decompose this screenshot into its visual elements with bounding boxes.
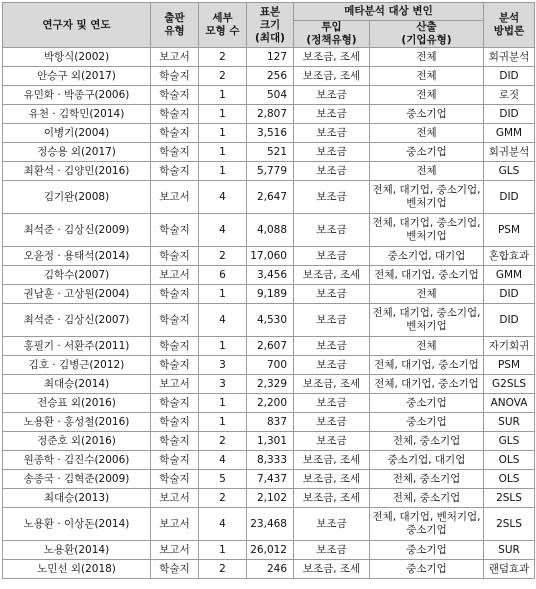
author-cell: 전승표 외(2016) (3, 394, 151, 413)
input-cell: 보조금 (294, 432, 370, 451)
output-cell (370, 214, 484, 247)
output-cell (370, 181, 484, 214)
author-cell: 유천 · 김학민(2014) (3, 105, 151, 124)
pub-type-cell: 보고서 (151, 508, 199, 541)
method-cell: DID (484, 285, 535, 304)
output-line: 전체 (416, 339, 437, 352)
meta-analysis-table (2, 2, 535, 579)
output-line: 전체, 대기업, 중소기업 (374, 268, 479, 281)
sample-size-cell: 2,607 (247, 337, 294, 356)
input-cell: 보조금 (294, 285, 370, 304)
output-cell (370, 266, 484, 285)
table-row (3, 304, 535, 337)
author-cell: 오윤정 · 용태석(2014) (3, 247, 151, 266)
table-row (3, 48, 535, 67)
input-cell: 보조금 (294, 337, 370, 356)
output-cell (370, 356, 484, 375)
author-cell: 노용환(2014) (3, 541, 151, 560)
sub-models-cell: 6 (199, 266, 247, 285)
sub-models-cell: 2 (199, 432, 247, 451)
author-cell: 이병기(2004) (3, 124, 151, 143)
sample-size-cell: 521 (247, 143, 294, 162)
pub-type-cell: 학술지 (151, 560, 199, 579)
sample-size-cell: 837 (247, 413, 294, 432)
input-cell: 보조금, 조세 (294, 489, 370, 508)
sample-size-cell: 2,329 (247, 375, 294, 394)
sub-models-cell: 4 (199, 214, 247, 247)
pub-type-cell: 학술지 (151, 432, 199, 451)
sample-size-cell: 2,200 (247, 394, 294, 413)
input-cell: 보조금 (294, 304, 370, 337)
input-cell: 보조금 (294, 413, 370, 432)
method-cell: DID (484, 105, 535, 124)
sample-size-cell: 1,301 (247, 432, 294, 451)
method-cell: 로짓 (484, 86, 535, 105)
method-cell: PSM (484, 356, 535, 375)
output-cell (370, 560, 484, 579)
pub-type-cell: 보고서 (151, 266, 199, 285)
sub-models-cell: 1 (199, 337, 247, 356)
method-cell: 2SLS (484, 508, 535, 541)
table-row (3, 541, 535, 560)
pub-type-cell: 학술지 (151, 451, 199, 470)
output-line: 전체 (416, 69, 437, 82)
output-line: 전체 (416, 164, 437, 177)
header-output: 산출 (기업유형) (370, 21, 484, 48)
author-cell: 노민선 외(2018) (3, 560, 151, 579)
author-cell: 최대승(2014) (3, 375, 151, 394)
sample-size-cell: 2,102 (247, 489, 294, 508)
table-row (3, 451, 535, 470)
sub-models-cell: 1 (199, 105, 247, 124)
output-cell (370, 470, 484, 489)
pub-type-cell: 학술지 (151, 285, 199, 304)
sample-size-cell: 3,456 (247, 266, 294, 285)
output-cell (370, 508, 484, 541)
output-cell (370, 247, 484, 266)
method-cell: 자기회귀 (484, 337, 535, 356)
sub-models-cell: 1 (199, 86, 247, 105)
table-row (3, 124, 535, 143)
pub-type-cell: 보고서 (151, 181, 199, 214)
sub-models-cell: 4 (199, 508, 247, 541)
method-cell: OLS (484, 470, 535, 489)
author-cell: 노용환 · 이상돈(2014) (3, 508, 151, 541)
pub-type-cell: 보고서 (151, 48, 199, 67)
output-cell (370, 432, 484, 451)
pub-type-cell: 학술지 (151, 413, 199, 432)
method-cell: GMM (484, 124, 535, 143)
author-cell: 정준호 외(2016) (3, 432, 151, 451)
method-cell: 랜덤효과 (484, 560, 535, 579)
method-cell: G2SLS (484, 375, 535, 394)
author-cell: 최환석 · 김양민(2016) (3, 162, 151, 181)
input-cell: 보조금 (294, 162, 370, 181)
input-cell: 보조금 (294, 508, 370, 541)
sub-models-cell: 1 (199, 285, 247, 304)
input-cell: 보조금 (294, 86, 370, 105)
table-row (3, 143, 535, 162)
output-line: 전체, 대기업, 중소기업 (374, 358, 479, 371)
table-row (3, 413, 535, 432)
sample-size-cell: 246 (247, 560, 294, 579)
method-cell: SUR (484, 541, 535, 560)
table-row (3, 181, 535, 214)
method-cell: SUR (484, 413, 535, 432)
pub-type-cell: 학술지 (151, 105, 199, 124)
table-row (3, 162, 535, 181)
table-row (3, 394, 535, 413)
output-line: 중소기업 (406, 396, 447, 409)
author-cell: 최대승(2013) (3, 489, 151, 508)
method-cell: GMM (484, 266, 535, 285)
sub-models-cell: 4 (199, 181, 247, 214)
output-cell (370, 124, 484, 143)
sub-models-cell: 2 (199, 67, 247, 86)
input-cell: 보조금 (294, 247, 370, 266)
sub-models-cell: 1 (199, 394, 247, 413)
input-cell: 보조금 (294, 394, 370, 413)
pub-type-cell: 학술지 (151, 470, 199, 489)
author-cell: 최석준 · 김상신(2009) (3, 214, 151, 247)
output-cell (370, 86, 484, 105)
method-cell: DID (484, 304, 535, 337)
sub-models-cell: 1 (199, 143, 247, 162)
output-line: 벤처기업 (406, 230, 447, 242)
output-line: 전체, 대기업, 중소기업, (372, 217, 481, 229)
table-row (3, 285, 535, 304)
input-cell: 보조금 (294, 214, 370, 247)
output-line: 중소기업, 대기업 (387, 249, 466, 262)
pub-type-cell: 학술지 (151, 143, 199, 162)
sub-models-cell: 2 (199, 489, 247, 508)
author-cell: 김호 · 김병근(2012) (3, 356, 151, 375)
output-cell (370, 143, 484, 162)
output-line: 중소기업 (406, 562, 447, 575)
input-cell: 보조금 (294, 356, 370, 375)
pub-type-cell: 학술지 (151, 214, 199, 247)
input-cell: 보조금 (294, 105, 370, 124)
method-cell: 회귀분석 (484, 48, 535, 67)
input-cell: 보조금, 조세 (294, 451, 370, 470)
sample-size-cell: 2,807 (247, 105, 294, 124)
table-row (3, 86, 535, 105)
author-cell: 김기완(2008) (3, 181, 151, 214)
author-cell: 노용환 · 홍성철(2016) (3, 413, 151, 432)
author-cell: 김학수(2007) (3, 266, 151, 285)
sample-size-cell: 256 (247, 67, 294, 86)
output-cell (370, 162, 484, 181)
sub-models-cell: 4 (199, 304, 247, 337)
pub-type-cell: 학술지 (151, 162, 199, 181)
output-line: 중소기업, 대기업 (387, 453, 466, 466)
sample-size-cell: 4,088 (247, 214, 294, 247)
sample-size-cell: 2,647 (247, 181, 294, 214)
input-cell: 보조금, 조세 (294, 266, 370, 285)
output-cell (370, 337, 484, 356)
method-cell: 혼합효과 (484, 247, 535, 266)
sub-models-cell: 4 (199, 451, 247, 470)
table-row (3, 489, 535, 508)
output-cell (370, 375, 484, 394)
sample-size-cell: 504 (247, 86, 294, 105)
input-cell: 보조금, 조세 (294, 470, 370, 489)
author-cell: 권남훈 · 고상원(2004) (3, 285, 151, 304)
table-row (3, 67, 535, 86)
sub-models-cell: 1 (199, 124, 247, 143)
table-row (3, 214, 535, 247)
input-cell: 보조금, 조세 (294, 375, 370, 394)
header-method: 분석 방법론 (484, 3, 535, 48)
author-cell: 유민화 · 박종구(2006) (3, 86, 151, 105)
output-line: 전체 (416, 287, 437, 300)
header-sample-size: 표본 크기 (최대) (247, 3, 294, 48)
sample-size-cell: 26,012 (247, 541, 294, 560)
header-meta-vars: 메타분석 대상 변인 (294, 3, 484, 21)
method-cell: GLS (484, 432, 535, 451)
author-cell: 원종학 · 김진수(2006) (3, 451, 151, 470)
sub-models-cell: 1 (199, 413, 247, 432)
output-line: 중소기업 (406, 145, 447, 158)
method-cell: GLS (484, 162, 535, 181)
author-cell: 안승구 외(2017) (3, 67, 151, 86)
output-line: 중소기업 (406, 107, 447, 120)
author-cell: 박항식(2002) (3, 48, 151, 67)
output-cell (370, 541, 484, 560)
output-line: 전체, 대기업, 중소기업 (374, 377, 479, 390)
method-cell: 회귀분석 (484, 143, 535, 162)
sample-size-cell: 3,516 (247, 124, 294, 143)
sample-size-cell: 5,779 (247, 162, 294, 181)
output-line: 벤처기업 (406, 197, 447, 209)
sample-size-cell: 127 (247, 48, 294, 67)
output-cell (370, 451, 484, 470)
table-row (3, 560, 535, 579)
output-cell (370, 48, 484, 67)
output-line: 전체, 대기업, 벤처기업, (372, 511, 481, 523)
output-line: 중소기업 (406, 415, 447, 428)
table-row (3, 247, 535, 266)
output-cell (370, 67, 484, 86)
pub-type-cell: 보고서 (151, 375, 199, 394)
table-row (3, 375, 535, 394)
input-cell: 보조금, 조세 (294, 48, 370, 67)
header-input: 투입 (정책유형) (294, 21, 370, 48)
method-cell: ANOVA (484, 394, 535, 413)
pub-type-cell: 보고서 (151, 541, 199, 560)
input-cell: 보조금 (294, 541, 370, 560)
table-row (3, 432, 535, 451)
output-cell (370, 105, 484, 124)
sub-models-cell: 1 (199, 162, 247, 181)
sub-models-cell: 5 (199, 470, 247, 489)
sub-models-cell: 1 (199, 541, 247, 560)
author-cell: 최석준 · 김상신(2007) (3, 304, 151, 337)
table-row (3, 337, 535, 356)
header-sub-models: 세부 모형 수 (199, 3, 247, 48)
pub-type-cell: 학술지 (151, 67, 199, 86)
input-cell: 보조금, 조세 (294, 560, 370, 579)
sub-models-cell: 2 (199, 560, 247, 579)
output-line: 전체 (416, 88, 437, 101)
pub-type-cell: 학술지 (151, 304, 199, 337)
sample-size-cell: 4,530 (247, 304, 294, 337)
method-cell: OLS (484, 451, 535, 470)
output-cell (370, 489, 484, 508)
pub-type-cell: 학술지 (151, 356, 199, 375)
output-cell (370, 304, 484, 337)
table-row (3, 266, 535, 285)
output-line: 전체, 중소기업 (392, 434, 461, 447)
output-line: 중소기업 (406, 524, 447, 536)
pub-type-cell: 학술지 (151, 337, 199, 356)
sample-size-cell: 7,437 (247, 470, 294, 489)
output-line: 전체, 대기업, 중소기업, (372, 307, 481, 319)
sample-size-cell: 8,333 (247, 451, 294, 470)
table-row (3, 356, 535, 375)
pub-type-cell: 학술지 (151, 86, 199, 105)
author-cell: 정승용 외(2017) (3, 143, 151, 162)
sample-size-cell: 17,060 (247, 247, 294, 266)
sample-size-cell: 23,468 (247, 508, 294, 541)
sample-size-cell: 9,189 (247, 285, 294, 304)
method-cell: PSM (484, 214, 535, 247)
output-cell (370, 285, 484, 304)
header-author: 연구자 및 연도 (3, 3, 151, 48)
sub-models-cell: 2 (199, 247, 247, 266)
author-cell: 송종국 · 김혁준(2009) (3, 470, 151, 489)
input-cell: 보조금 (294, 124, 370, 143)
method-cell: DID (484, 181, 535, 214)
output-line: 전체, 중소기업 (392, 472, 461, 485)
table-row (3, 470, 535, 489)
output-line: 전체, 중소기업 (392, 491, 461, 504)
method-cell: DID (484, 67, 535, 86)
output-line: 전체, 대기업, 중소기업, (372, 184, 481, 196)
sub-models-cell: 3 (199, 375, 247, 394)
output-line: 전체 (416, 126, 437, 139)
output-cell (370, 413, 484, 432)
table-row (3, 105, 535, 124)
pub-type-cell: 학술지 (151, 247, 199, 266)
header-pub-type: 출판 유형 (151, 3, 199, 48)
output-line: 벤처기업 (406, 320, 447, 332)
pub-type-cell: 보고서 (151, 489, 199, 508)
pub-type-cell: 학술지 (151, 394, 199, 413)
input-cell: 보조금, 조세 (294, 67, 370, 86)
pub-type-cell: 학술지 (151, 124, 199, 143)
output-cell (370, 394, 484, 413)
table-row (3, 508, 535, 541)
input-cell: 보조금 (294, 143, 370, 162)
sample-size-cell: 700 (247, 356, 294, 375)
input-cell: 보조금 (294, 181, 370, 214)
output-line: 전체 (416, 50, 437, 63)
method-cell: 2SLS (484, 489, 535, 508)
sub-models-cell: 2 (199, 48, 247, 67)
author-cell: 홍필기 · 서환주(2011) (3, 337, 151, 356)
output-line: 중소기업 (406, 543, 447, 556)
sub-models-cell: 3 (199, 356, 247, 375)
